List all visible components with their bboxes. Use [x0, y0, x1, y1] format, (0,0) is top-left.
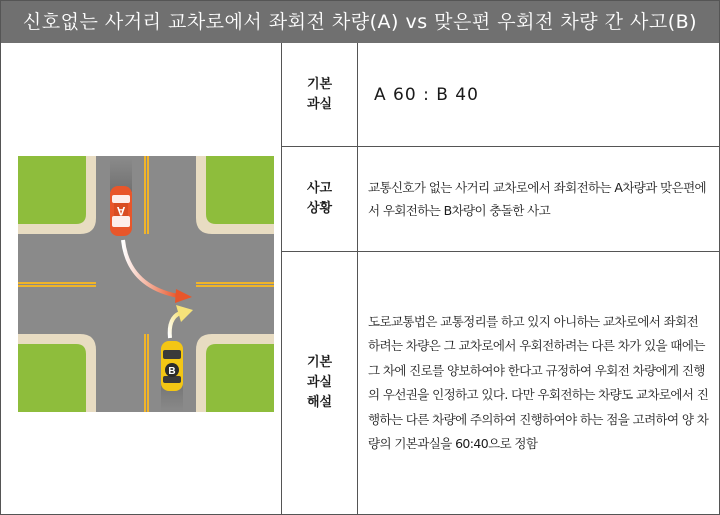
car-b-label: B [168, 366, 176, 377]
explanation-text: 도로교통법은 교통정리를 하고 있지 아니하는 교차로에서 좌회전하려는 차량은 그 교차로에서 우회전하려는 다른 차가 있을 때에는 그 차에 진로를 양보하여야 한다고 규정하여 우회전 차량에게 진행의 우선권을 인정하고 있다. 다만 우회전하는 차량도 교차로에서 진행하는 다른 차량에 주의하여 진행하여야 하는 점을 고려하여 양 차량의 기본과실을 60:40으로 정함 [368, 313, 709, 451]
corner-top-left [18, 156, 96, 234]
intersection-diagram [18, 156, 274, 412]
row-label: 기본 과실 [282, 43, 358, 146]
row-label: 사고 상황 [282, 147, 358, 251]
row-content [358, 147, 719, 251]
row-basic-fault [282, 43, 719, 147]
row-fault-explanation [282, 252, 719, 514]
row-content [358, 43, 719, 146]
row-label: 기본 과실 해설 [282, 252, 358, 514]
page-title: 신호없는 사거리 교차로에서 좌회전 차량(A) vs 맞은편 우회전 차량 간 사고(B) [1, 1, 719, 43]
row-content [358, 252, 719, 514]
corner-bottom-right [196, 334, 274, 412]
corner-bottom-left [18, 334, 96, 412]
car-a-label: A [116, 204, 126, 218]
situation-text: 교통신호가 없는 사거리 교차로에서 좌회전하는 A차량과 맞은편에서 우회전하는 B차량이 충돌한 사고 [368, 180, 707, 218]
fault-ratio: A 60 : B 40 [374, 84, 479, 105]
corner-top-right [196, 156, 274, 234]
row-accident-situation [282, 147, 719, 252]
